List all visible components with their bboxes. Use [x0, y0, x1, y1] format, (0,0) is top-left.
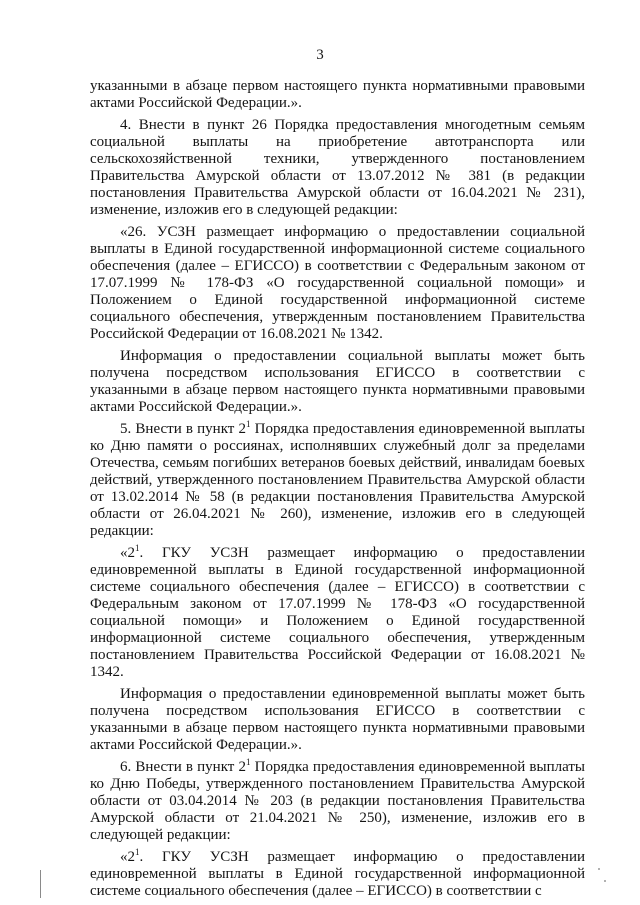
paragraph-item-5-pre: 5. Внести в пункт 2	[120, 421, 247, 437]
superscript: 1	[135, 543, 140, 553]
paragraph-quote-2-1-b-pre: «2	[120, 849, 135, 865]
scan-margin-mark	[40, 870, 41, 898]
paragraph-quote-2-1-a-info: Информация о предоставлении единовременной выплаты может быть получена посредством использования ЕГИССО в соответствии с указанными в абзаце первом настоящего пункта нормативными правовыми актами Российской Федерации.».	[90, 686, 585, 753]
superscript: 1	[135, 847, 140, 857]
paragraph-item-5-post: Порядка предоставления единовременной выплаты ко Дню памяти о россиянах, исполнявших служебный долг за пределами Отечества, семьям погибших ветеранов боевых действий, инвалидам боевых действий, утвержденного постановлением Правительства Амурской области от 13.02.2014 № 58 (в редакции постановления Правительства Амурской области от 26.04.2021 № 260), изменение, изложив его в следующей редакции:	[90, 421, 585, 539]
paragraph-item-6-post: Порядка предоставления единовременной выплаты ко Дню Победы, утвержденного постановлением Правительства Амурской области от 03.04.2014 № 203 (в редакции постановления Правительства Амурской области от 21.04.2021 № 250), изменение, изложив его в следующей редакции:	[90, 759, 585, 843]
document-body	[90, 78, 585, 904]
superscript: 1	[246, 757, 251, 767]
paragraph-quote-2-1-b-post: . ГКУ УСЗН размещает информацию о предоставлении единовременной выплаты в Единой государственной информационной системе социального обеспечения (далее – ЕГИССО) в соответствии с	[90, 849, 585, 899]
paragraph-item-4: 4. Внести в пункт 26 Порядка предоставления многодетным семьям социальной выплаты на приобретение автотранспорта или сельскохозяйственной техники, утвержденного постановлением Правительства Амурской области от 13.07.2012 № 381 (в редакции постановления Правительства Амурской области от 16.04.2021 № 231), изменение, изложив его в следующей редакции:	[90, 117, 585, 218]
paragraph-item-5	[90, 421, 585, 540]
paragraph-quote-26-info: Информация о предоставлении социальной выплаты может быть получена посредством использования ЕГИССО в соответствии с указанными в абзаце первом настоящего пункта нормативными правовыми актами Российской Федерации.».	[90, 348, 585, 415]
paragraph-quote-2-1-b	[90, 849, 585, 900]
paragraph-quote-2-1-a-post: . ГКУ УСЗН размещает информацию о предоставлении единовременной выплаты в Единой государственной информационной системе социального обеспечения (далее – ЕГИССО) в соответствии с Федеральным законом от 17.07.1999 № 178-ФЗ «О государственной социальной помощи» и Положением о Единой государственной информационной системе социального обеспечения, утвержденным постановлением Правительства Российской Федерации от 16.08.2021 № 1342.	[90, 545, 585, 680]
paragraph-item-6-pre: 6. Внести в пункт 2	[120, 759, 247, 775]
paragraph-quote-26: «26. УСЗН размещает информацию о предоставлении социальной выплаты в Единой государственной информационной системе социального обеспечения (далее – ЕГИССО) в соответствии с Федеральным законом от 17.07.1999 № 178-ФЗ «О государственной социальной помощи» и Положением о Единой государственной информационной системе социального обеспечения, утвержденным постановлением Правительства Российской Федерации от 16.08.2021 № 1342.	[90, 224, 585, 342]
scan-speck	[604, 880, 606, 882]
paragraph-quote-2-1-a	[90, 545, 585, 681]
paragraph-quote-2-1-a-pre: «2	[120, 545, 135, 561]
scan-speck	[598, 868, 600, 870]
superscript: 1	[246, 419, 251, 429]
paragraph-continuation: указанными в абзаце первом настоящего пункта нормативными правовыми актами Российской Федерации.».	[90, 78, 585, 111]
page-number: 3	[316, 47, 324, 63]
paragraph-item-6	[90, 759, 585, 844]
